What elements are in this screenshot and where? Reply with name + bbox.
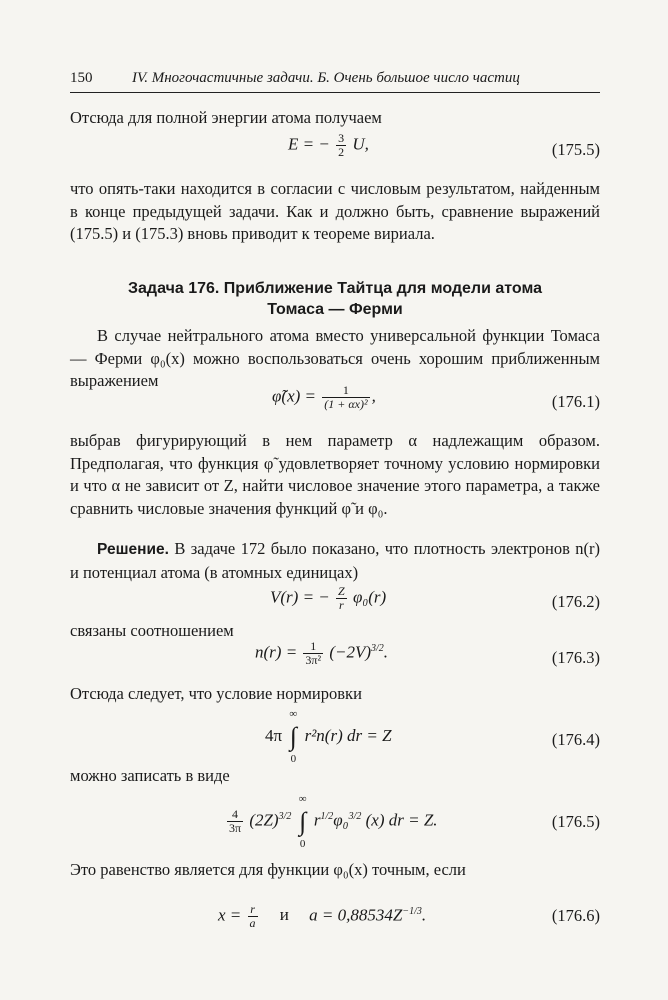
eq-176-1-den: (1 + αx)² xyxy=(324,397,368,411)
paragraph-2-text: В случае нейтрального атома вместо универсальной функции Томаса — Ферми φ₀(x) можно воспользоваться очень хорошим приближенным выражением xyxy=(70,326,600,390)
eq-176-5-integrand: r xyxy=(313,810,321,830)
equation-175-5 xyxy=(288,132,369,159)
eq-176-5-fraction xyxy=(227,808,243,835)
eq-176-2-lhs: V(r) = − xyxy=(270,587,330,607)
eq-176-3-lhs: n(r) = xyxy=(255,642,298,662)
eq-176-5-number: (176.5) xyxy=(551,812,600,831)
integral-sign-icon: ∫ ∞ 0 xyxy=(296,809,310,835)
eq-176-1-num: 1 xyxy=(322,384,369,398)
eq-176-6-fraction xyxy=(248,903,258,930)
eq-176-5-phi: φ₀ xyxy=(333,810,349,830)
paragraph-7 xyxy=(70,859,600,882)
equation-176-4 xyxy=(265,708,392,765)
paragraph-3 xyxy=(70,430,600,520)
paragraph-7-text: Это равенство является для функции φ₀(x) точным, если xyxy=(70,860,466,879)
eq-176-5-tail: (x) dr = Z. xyxy=(365,810,438,830)
eq-175-5-fraction xyxy=(336,132,346,159)
solution-label: Решение. xyxy=(97,541,169,558)
eq-176-1-fraction xyxy=(322,384,369,411)
paragraph-2 xyxy=(70,325,600,393)
eq-176-4-number: (176.4) xyxy=(551,730,600,749)
eq-175-5-num: 3 xyxy=(338,131,345,145)
equation-176-3 xyxy=(255,640,388,667)
eq-176-5-mid-exponent: 3/2 xyxy=(278,810,292,822)
eq-176-3-tail: . xyxy=(383,642,389,662)
eq-176-6-den: a xyxy=(249,916,256,930)
page-number: 150 xyxy=(70,70,93,86)
eq-176-2-number: (176.2) xyxy=(551,592,600,611)
equation-176-2 xyxy=(270,585,386,612)
intro-line xyxy=(70,107,600,130)
equation-176-5 xyxy=(225,792,438,850)
eq-176-4-integrand: r²n(r) dr = Z xyxy=(304,725,392,745)
solution-paragraph xyxy=(70,538,600,584)
eq-176-3-den: 3π² xyxy=(305,653,322,667)
eq-176-5-lower-limit: 0 xyxy=(299,837,306,850)
eq-175-5-lhs: E = − xyxy=(288,134,330,154)
paragraph-6-text: можно записать в виде xyxy=(70,766,230,785)
paragraph-5 xyxy=(70,683,600,706)
eq-176-1-tail: , xyxy=(371,386,376,406)
equation-176-1 xyxy=(272,384,376,411)
eq-176-3-rhs: (−2V) xyxy=(329,642,372,662)
eq-176-4-prefix: 4π xyxy=(265,725,283,745)
eq-176-6-rhs: a = 0,88534Z xyxy=(309,905,403,925)
paragraph-4-text: связаны соотношением xyxy=(70,621,234,640)
eq-175-5-den: 2 xyxy=(338,145,345,159)
equation-176-6 xyxy=(218,903,426,930)
solution-body: В задаче 172 было показано, что плотность электронов n(r) и потенциал атома (в атомных единицах) xyxy=(70,539,600,582)
eq-176-5-upper-limit: ∞ xyxy=(298,792,307,805)
problem-title-line-2: Томаса — Ферми xyxy=(267,301,403,318)
eq-176-5-num: 4 xyxy=(227,808,243,822)
eq-176-5-integrand-exponent: 1/2 xyxy=(320,810,334,822)
eq-176-3-number: (176.3) xyxy=(551,648,600,667)
eq-176-1-lhs: φ̃(x) = xyxy=(272,386,316,406)
eq-176-6-conjunction: и xyxy=(279,905,289,925)
solution-text xyxy=(70,538,600,584)
eq-175-5-rhs: U, xyxy=(352,134,369,154)
eq-176-2-den: r xyxy=(339,598,344,612)
eq-176-4-lower-limit: 0 xyxy=(290,753,297,765)
header-rule xyxy=(70,92,600,93)
eq-176-2-rhs: φ₀(r) xyxy=(352,587,387,607)
problem-title xyxy=(70,278,600,320)
eq-176-6-tail: . xyxy=(421,905,427,925)
running-title: IV. Многочастичные задачи. Б. Очень большое число частиц xyxy=(132,70,520,86)
eq-176-5-den: 3π xyxy=(229,821,242,835)
eq-176-2-fraction xyxy=(336,585,347,612)
eq-176-3-exponent: 3/2 xyxy=(371,642,384,654)
eq-176-1-number: (176.1) xyxy=(551,392,600,411)
eq-176-6-exponent: −1/3 xyxy=(402,905,422,917)
eq-176-5-phi-exponent: 3/2 xyxy=(348,810,362,822)
eq-176-3-fraction xyxy=(303,640,323,667)
eq-176-2-num: Z xyxy=(338,584,345,598)
integral-sign-icon: ∫ ∞ 0 xyxy=(286,724,300,750)
eq-176-3-num: 1 xyxy=(303,640,323,654)
eq-176-6-num: r xyxy=(248,903,258,917)
paragraph-1 xyxy=(70,178,600,246)
eq-176-4-upper-limit: ∞ xyxy=(289,708,298,720)
paragraph-6 xyxy=(70,765,600,788)
eq-176-6-number: (176.6) xyxy=(551,906,600,925)
paragraph-5-text: Отсюда следует, что условие нормировки xyxy=(70,684,362,703)
paragraph-1-text: что опять-таки находится в согласии с числовым результатом, найденным в конце предыдущей задачи. Как и должно быть, сравнение выражений (175.5) и (175.3) вновь приводит к теореме вириала. xyxy=(70,179,600,243)
paragraph-3-text: выбрав фигурирующий в нем параметр α надлежащим образом. Предполагая, что функция φ̃ удовлетворяет точному условию нормировки и что α не зависит от Z, найти числовое значение этого параметра, а также сравнить числовые значения функций φ̃ и φ₀. xyxy=(70,431,600,518)
eq-176-5-mid: (2Z) xyxy=(249,810,279,830)
eq-176-6-lhs: x = xyxy=(218,905,242,925)
eq-175-5-number: (175.5) xyxy=(551,140,600,159)
intro-text: Отсюда для полной энергии атома получаем xyxy=(70,108,382,127)
problem-title-line-1: Задача 176. Приближение Тайтца для модели атома xyxy=(128,280,542,297)
